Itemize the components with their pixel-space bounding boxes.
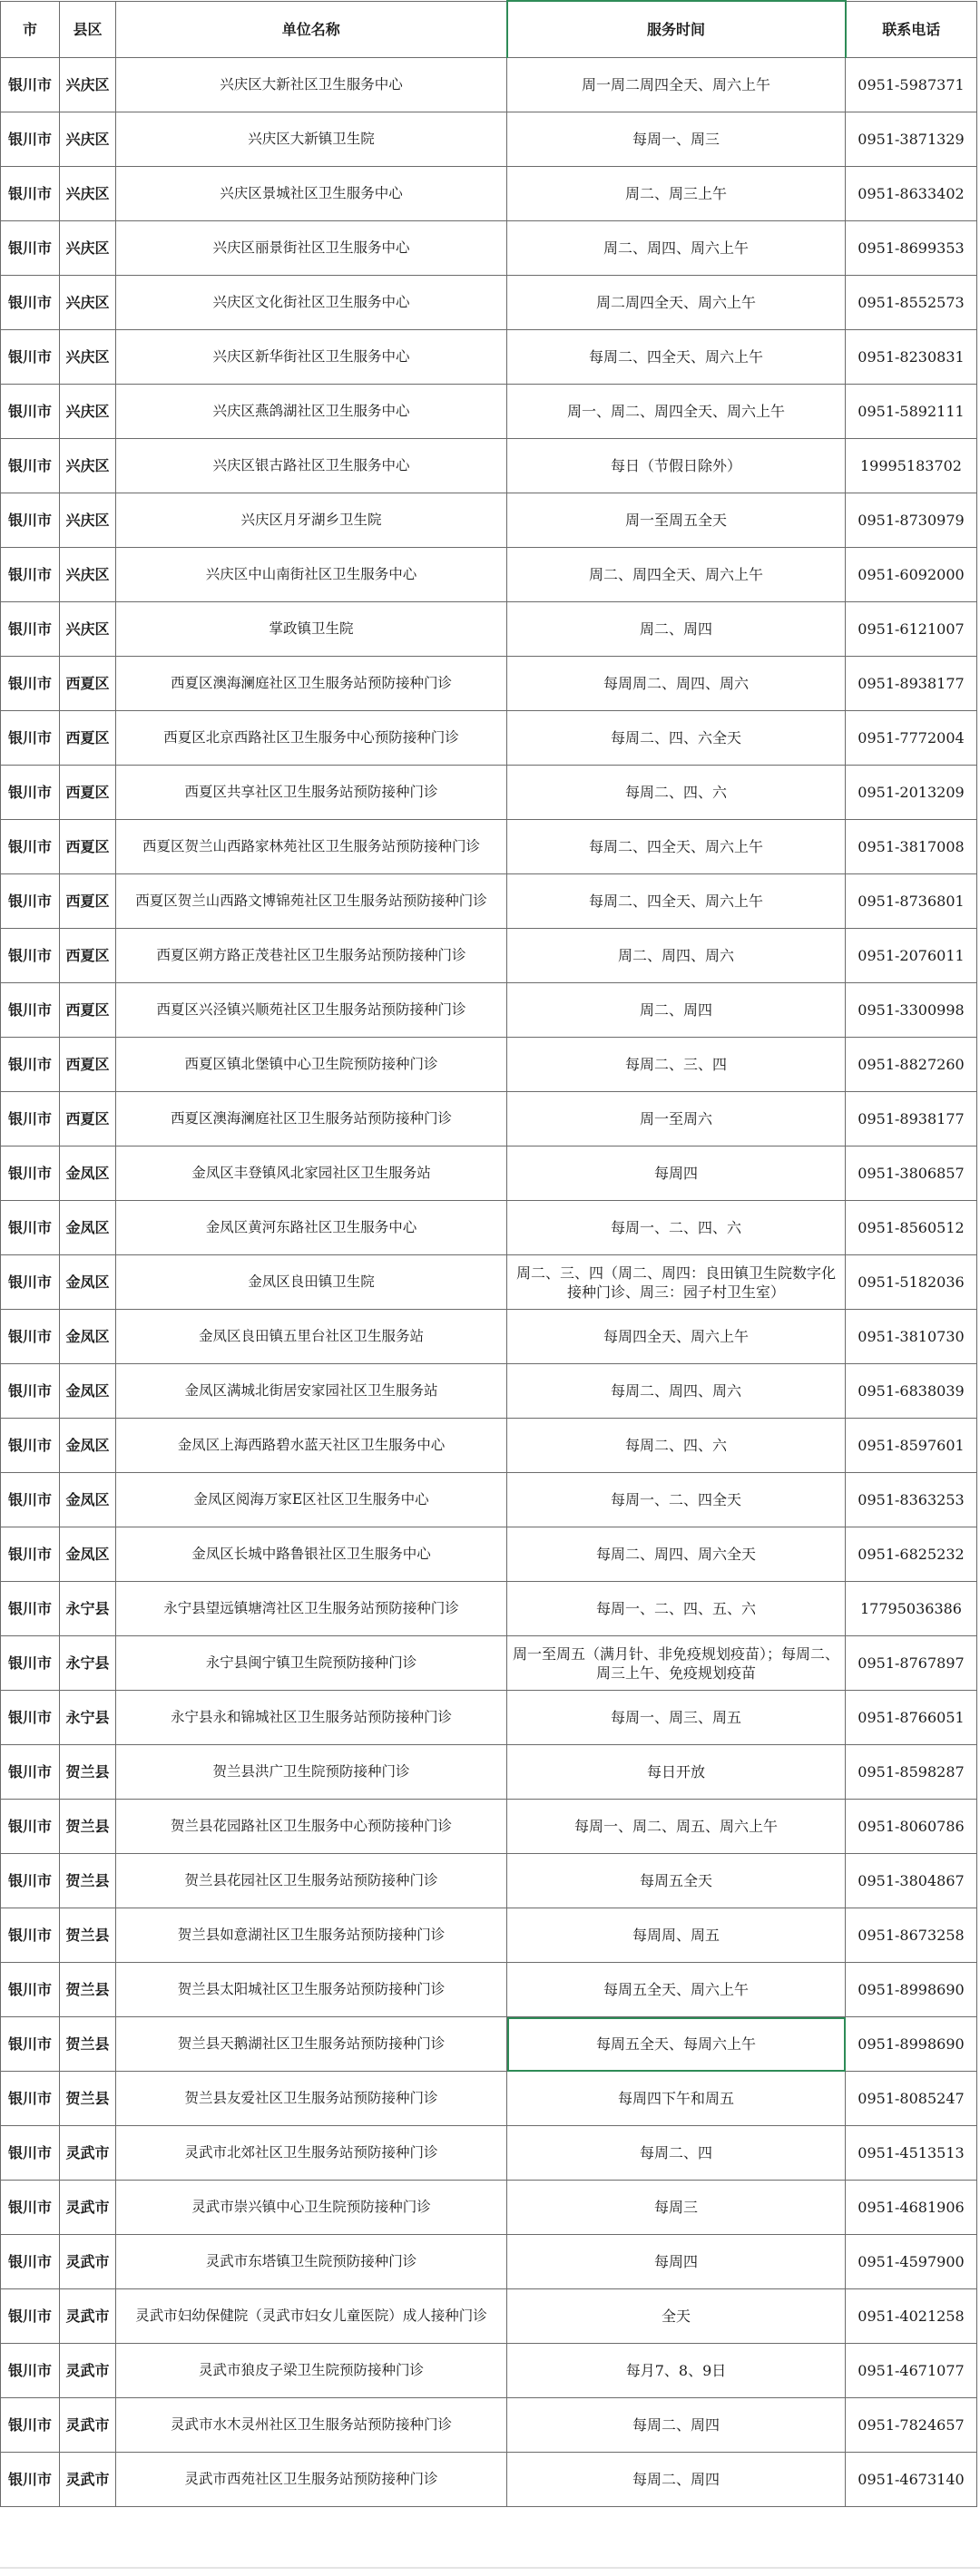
county-cell[interactable]: 灵武市: [60, 2235, 116, 2289]
unit-name-cell[interactable]: 灵武市崇兴镇中心卫生院预防接种门诊: [116, 2181, 507, 2235]
service-time-cell[interactable]: 周一周二周四全天、周六上午: [507, 58, 846, 112]
table-row: [1, 1582, 977, 1636]
table-row: [1, 1255, 977, 1310]
county-cell[interactable]: 灵武市: [60, 2398, 116, 2453]
phone-cell[interactable]: 0951-5987371: [846, 58, 977, 112]
phone-cell[interactable]: 0951-8060786: [846, 1800, 977, 1854]
city-cell[interactable]: 银川市: [1, 1419, 60, 1473]
county-cell[interactable]: 金凤区: [60, 1527, 116, 1582]
unit-name-cell[interactable]: 西夏区镇北堡镇中心卫生院预防接种门诊: [116, 1038, 507, 1092]
service-time-cell[interactable]: 每周四下午和周五: [507, 2072, 846, 2126]
service-time-cell[interactable]: 每周二、四、六: [507, 1419, 846, 1473]
unit-name-cell[interactable]: 兴庆区燕鸽湖社区卫生服务中心: [116, 385, 507, 439]
unit-name-cell[interactable]: 兴庆区大新镇卫生院: [116, 112, 507, 167]
service-time-cell[interactable]: 周二、三、四（周二、周四：良田镇卫生院数字化接种门诊、周三：园子村卫生室）: [507, 1255, 846, 1310]
table-row: [1, 2181, 977, 2235]
city-cell[interactable]: 银川市: [1, 1364, 60, 1419]
phone-cell[interactable]: 0951-8938177: [846, 657, 977, 711]
county-cell[interactable]: 永宁县: [60, 1691, 116, 1745]
city-cell[interactable]: 银川市: [1, 602, 60, 657]
table-row: [1, 874, 977, 929]
table-row: [1, 711, 977, 766]
unit-name-cell[interactable]: 兴庆区大新社区卫生服务中心: [116, 58, 507, 112]
service-time-cell[interactable]: 每周五全天、每周六上午: [507, 2017, 846, 2072]
city-cell[interactable]: 银川市: [1, 548, 60, 602]
unit-name-cell[interactable]: 金凤区黄河东路社区卫生服务中心: [116, 1201, 507, 1255]
county-cell[interactable]: 金凤区: [60, 1310, 116, 1364]
phone-cell[interactable]: 0951-8998690: [846, 2017, 977, 2072]
unit-name-cell[interactable]: 贺兰县如意湖社区卫生服务站预防接种门诊: [116, 1908, 507, 1963]
city-cell[interactable]: 银川市: [1, 983, 60, 1038]
unit-name-cell[interactable]: 兴庆区景城社区卫生服务中心: [116, 167, 507, 221]
county-cell[interactable]: 兴庆区: [60, 439, 116, 493]
service-time-cell[interactable]: 每周四: [507, 2235, 846, 2289]
service-time-cell[interactable]: 周二、周四、周六: [507, 929, 846, 983]
table-row: [1, 1147, 977, 1201]
table-body: [1, 58, 977, 2507]
phone-cell[interactable]: 0951-8673258: [846, 1908, 977, 1963]
county-cell[interactable]: 兴庆区: [60, 112, 116, 167]
phone-cell[interactable]: 0951-8827260: [846, 1038, 977, 1092]
city-cell[interactable]: 银川市: [1, 385, 60, 439]
unit-name-cell[interactable]: 西夏区北京西路社区卫生服务中心预防接种门诊: [116, 711, 507, 766]
table-row: [1, 2453, 977, 2507]
table-row: [1, 548, 977, 602]
service-time-cell[interactable]: 每周一、周二、周五、周六上午: [507, 1800, 846, 1854]
county-cell[interactable]: 贺兰县: [60, 1963, 116, 2017]
unit-name-cell[interactable]: 掌政镇卫生院: [116, 602, 507, 657]
header-phone: 联系电话: [846, 1, 977, 58]
county-cell[interactable]: 金凤区: [60, 1255, 116, 1310]
unit-name-cell[interactable]: 金凤区上海西路碧水蓝天社区卫生服务中心: [116, 1419, 507, 1473]
service-time-cell[interactable]: 每周二、周四: [507, 2453, 846, 2507]
city-cell[interactable]: 银川市: [1, 2181, 60, 2235]
phone-cell[interactable]: 0951-5892111: [846, 385, 977, 439]
city-cell[interactable]: 银川市: [1, 276, 60, 330]
table-row: [1, 1800, 977, 1854]
county-cell[interactable]: 西夏区: [60, 874, 116, 929]
county-cell[interactable]: 灵武市: [60, 2181, 116, 2235]
header-row: [1, 1, 977, 58]
header-county: 县区: [60, 1, 116, 58]
table-row: [1, 330, 977, 385]
phone-cell[interactable]: 0951-3804867: [846, 1854, 977, 1908]
county-cell[interactable]: 灵武市: [60, 2289, 116, 2344]
table-row: [1, 1201, 977, 1255]
unit-name-cell[interactable]: 西夏区澳海澜庭社区卫生服务站预防接种门诊: [116, 1092, 507, 1147]
city-cell[interactable]: 银川市: [1, 330, 60, 385]
county-cell[interactable]: 西夏区: [60, 820, 116, 874]
service-time-cell[interactable]: 每日开放: [507, 1745, 846, 1800]
county-cell[interactable]: 西夏区: [60, 983, 116, 1038]
table-row: [1, 167, 977, 221]
city-cell[interactable]: 银川市: [1, 112, 60, 167]
unit-name-cell[interactable]: 贺兰县太阳城社区卫生服务站预防接种门诊: [116, 1963, 507, 2017]
service-time-cell[interactable]: 周二、周四: [507, 602, 846, 657]
county-cell[interactable]: 金凤区: [60, 1473, 116, 1527]
county-cell[interactable]: 金凤区: [60, 1201, 116, 1255]
phone-cell[interactable]: 0951-4671077: [846, 2344, 977, 2398]
service-time-cell[interactable]: 周一至周五全天: [507, 493, 846, 548]
unit-name-cell[interactable]: 西夏区澳海澜庭社区卫生服务站预防接种门诊: [116, 657, 507, 711]
city-cell[interactable]: 银川市: [1, 1310, 60, 1364]
table-row: [1, 493, 977, 548]
phone-cell[interactable]: 0951-6092000: [846, 548, 977, 602]
service-time-cell[interactable]: 每周五全天: [507, 1854, 846, 1908]
service-time-cell[interactable]: 每周五全天、周六上午: [507, 1963, 846, 2017]
city-cell[interactable]: 银川市: [1, 657, 60, 711]
phone-cell[interactable]: 0951-2076011: [846, 929, 977, 983]
county-cell[interactable]: 西夏区: [60, 657, 116, 711]
table-row: [1, 1092, 977, 1147]
unit-name-cell[interactable]: 贺兰县花园社区卫生服务站预防接种门诊: [116, 1854, 507, 1908]
city-cell[interactable]: 银川市: [1, 1527, 60, 1582]
service-time-cell[interactable]: 每周一、周三: [507, 112, 846, 167]
table-row: [1, 2398, 977, 2453]
city-cell[interactable]: 银川市: [1, 1473, 60, 1527]
phone-cell[interactable]: 0951-5182036: [846, 1255, 977, 1310]
city-cell[interactable]: 银川市: [1, 58, 60, 112]
county-cell[interactable]: 兴庆区: [60, 602, 116, 657]
phone-cell[interactable]: 0951-3817008: [846, 820, 977, 874]
city-cell[interactable]: 银川市: [1, 493, 60, 548]
county-cell[interactable]: 贺兰县: [60, 1908, 116, 1963]
table-row: [1, 983, 977, 1038]
unit-name-cell[interactable]: 贺兰县花园路社区卫生服务中心预防接种门诊: [116, 1800, 507, 1854]
table-row: [1, 1310, 977, 1364]
service-time-cell[interactable]: 每周二、四全天、周六上午: [507, 820, 846, 874]
service-time-cell[interactable]: 每周一、二、四、五、六: [507, 1582, 846, 1636]
service-time-cell[interactable]: 周二、周三上午: [507, 167, 846, 221]
unit-name-cell[interactable]: 贺兰县洪广卫生院预防接种门诊: [116, 1745, 507, 1800]
service-time-cell[interactable]: 每周二、四、六全天: [507, 711, 846, 766]
service-time-cell[interactable]: 周二周四全天、周六上午: [507, 276, 846, 330]
city-cell[interactable]: 银川市: [1, 1908, 60, 1963]
unit-name-cell[interactable]: 金凤区长城中路鲁银社区卫生服务中心: [116, 1527, 507, 1582]
table-row: [1, 657, 977, 711]
table-row: [1, 385, 977, 439]
phone-cell[interactable]: 0951-8598287: [846, 1745, 977, 1800]
phone-cell[interactable]: 0951-8767897: [846, 1636, 977, 1691]
phone-cell[interactable]: 0951-8699353: [846, 221, 977, 276]
unit-name-cell[interactable]: 西夏区贺兰山西路家林苑社区卫生服务站预防接种门诊: [116, 820, 507, 874]
phone-cell[interactable]: 0951-3806857: [846, 1147, 977, 1201]
service-time-cell[interactable]: 每周二、三、四: [507, 1038, 846, 1092]
city-cell[interactable]: 银川市: [1, 1038, 60, 1092]
table-row: [1, 2017, 977, 2072]
unit-name-cell[interactable]: 西夏区朔方路正茂巷社区卫生服务站预防接种门诊: [116, 929, 507, 983]
unit-name-cell[interactable]: 兴庆区银古路社区卫生服务中心: [116, 439, 507, 493]
phone-cell[interactable]: 0951-8766051: [846, 1691, 977, 1745]
city-cell[interactable]: 银川市: [1, 221, 60, 276]
table-row: [1, 1963, 977, 2017]
city-cell[interactable]: 银川市: [1, 1963, 60, 2017]
city-cell[interactable]: 银川市: [1, 1092, 60, 1147]
city-cell[interactable]: 银川市: [1, 439, 60, 493]
service-time-cell[interactable]: 每日（节假日除外）: [507, 439, 846, 493]
phone-cell[interactable]: 0951-8363253: [846, 1473, 977, 1527]
city-cell[interactable]: 银川市: [1, 2453, 60, 2507]
unit-name-cell[interactable]: 西夏区共享社区卫生服务站预防接种门诊: [116, 766, 507, 820]
city-cell[interactable]: 银川市: [1, 1745, 60, 1800]
unit-name-cell[interactable]: 灵武市西苑社区卫生服务站预防接种门诊: [116, 2453, 507, 2507]
service-time-cell[interactable]: 每周一、周三、周五: [507, 1691, 846, 1745]
service-time-cell[interactable]: 周二、周四: [507, 983, 846, 1038]
city-cell[interactable]: 银川市: [1, 711, 60, 766]
service-time-cell[interactable]: 每周二、四全天、周六上午: [507, 330, 846, 385]
unit-name-cell[interactable]: 西夏区兴泾镇兴顺苑社区卫生服务站预防接种门诊: [116, 983, 507, 1038]
table-row: [1, 820, 977, 874]
unit-name-cell[interactable]: 西夏区贺兰山西路文博锦苑社区卫生服务站预防接种门诊: [116, 874, 507, 929]
table-row: [1, 276, 977, 330]
unit-name-cell[interactable]: 金凤区良田镇五里台社区卫生服务站: [116, 1310, 507, 1364]
unit-name-cell[interactable]: 金凤区良田镇卫生院: [116, 1255, 507, 1310]
unit-name-cell[interactable]: 金凤区阅海万家E区社区卫生服务中心: [116, 1473, 507, 1527]
phone-cell[interactable]: 0951-8230831: [846, 330, 977, 385]
phone-cell[interactable]: 0951-3300998: [846, 983, 977, 1038]
county-cell[interactable]: 贺兰县: [60, 2072, 116, 2126]
county-cell[interactable]: 兴庆区: [60, 276, 116, 330]
unit-name-cell[interactable]: 兴庆区中山南街社区卫生服务中心: [116, 548, 507, 602]
city-cell[interactable]: 银川市: [1, 2235, 60, 2289]
county-cell[interactable]: 贺兰县: [60, 1800, 116, 1854]
service-time-cell[interactable]: 周二、周四全天、周六上午: [507, 548, 846, 602]
phone-cell[interactable]: 0951-8597601: [846, 1419, 977, 1473]
table-row: [1, 1908, 977, 1963]
service-time-cell[interactable]: 每周二、四、六: [507, 766, 846, 820]
service-time-cell[interactable]: 每周周、周五: [507, 1908, 846, 1963]
phone-cell[interactable]: 0951-3810730: [846, 1310, 977, 1364]
header-service-time: 服务时间: [507, 1, 846, 58]
service-time-cell[interactable]: 每周二、周四: [507, 2398, 846, 2453]
unit-name-cell[interactable]: 兴庆区月牙湖乡卫生院: [116, 493, 507, 548]
county-cell[interactable]: 西夏区: [60, 766, 116, 820]
unit-name-cell[interactable]: 灵武市北郊社区卫生服务站预防接种门诊: [116, 2126, 507, 2181]
county-cell[interactable]: 贺兰县: [60, 2017, 116, 2072]
city-cell[interactable]: 银川市: [1, 2398, 60, 2453]
county-cell[interactable]: 贺兰县: [60, 1745, 116, 1800]
unit-name-cell[interactable]: 灵武市东塔镇卫生院预防接种门诊: [116, 2235, 507, 2289]
unit-name-cell[interactable]: 永宁县望远镇塘湾社区卫生服务站预防接种门诊: [116, 1582, 507, 1636]
county-cell[interactable]: 兴庆区: [60, 330, 116, 385]
county-cell[interactable]: 灵武市: [60, 2453, 116, 2507]
county-cell[interactable]: 贺兰县: [60, 1854, 116, 1908]
phone-cell[interactable]: 0951-8736801: [846, 874, 977, 929]
phone-cell[interactable]: 19995183702: [846, 439, 977, 493]
phone-cell[interactable]: 0951-8633402: [846, 167, 977, 221]
service-time-cell[interactable]: 每周二、周四、周六全天: [507, 1527, 846, 1582]
unit-name-cell[interactable]: 灵武市狼皮子梁卫生院预防接种门诊: [116, 2344, 507, 2398]
county-cell[interactable]: 兴庆区: [60, 493, 116, 548]
empty-row-divider: [0, 2567, 980, 2569]
unit-name-cell[interactable]: 兴庆区文化街社区卫生服务中心: [116, 276, 507, 330]
unit-name-cell[interactable]: 灵武市水木灵州社区卫生服务站预防接种门诊: [116, 2398, 507, 2453]
table-row: [1, 1473, 977, 1527]
unit-name-cell[interactable]: 金凤区丰登镇风北家园社区卫生服务站: [116, 1147, 507, 1201]
city-cell[interactable]: 银川市: [1, 167, 60, 221]
table-row: [1, 2235, 977, 2289]
county-cell[interactable]: 灵武市: [60, 2344, 116, 2398]
table-row: [1, 112, 977, 167]
table-row: [1, 1854, 977, 1908]
phone-cell[interactable]: 0951-8730979: [846, 493, 977, 548]
phone-cell[interactable]: 0951-7772004: [846, 711, 977, 766]
table-row: [1, 2289, 977, 2344]
county-cell[interactable]: 金凤区: [60, 1147, 116, 1201]
county-cell[interactable]: 灵武市: [60, 2126, 116, 2181]
county-cell[interactable]: 兴庆区: [60, 385, 116, 439]
county-cell[interactable]: 永宁县: [60, 1636, 116, 1691]
city-cell[interactable]: 银川市: [1, 2072, 60, 2126]
county-cell[interactable]: 西夏区: [60, 1092, 116, 1147]
county-cell[interactable]: 西夏区: [60, 1038, 116, 1092]
phone-cell[interactable]: 17795036386: [846, 1582, 977, 1636]
unit-name-cell[interactable]: 永宁县永和锦城社区卫生服务站预防接种门诊: [116, 1691, 507, 1745]
county-cell[interactable]: 西夏区: [60, 929, 116, 983]
city-cell[interactable]: 银川市: [1, 820, 60, 874]
unit-name-cell[interactable]: 贺兰县天鹅湖社区卫生服务站预防接种门诊: [116, 2017, 507, 2072]
city-cell[interactable]: 银川市: [1, 1582, 60, 1636]
table-row: [1, 2072, 977, 2126]
city-cell[interactable]: 银川市: [1, 1147, 60, 1201]
unit-name-cell[interactable]: 贺兰县友爱社区卫生服务站预防接种门诊: [116, 2072, 507, 2126]
unit-name-cell[interactable]: 永宁县闽宁镇卫生院预防接种门诊: [116, 1636, 507, 1691]
service-time-cell[interactable]: 周二、周四、周六上午: [507, 221, 846, 276]
unit-name-cell[interactable]: 兴庆区新华街社区卫生服务中心: [116, 330, 507, 385]
county-cell[interactable]: 金凤区: [60, 1364, 116, 1419]
service-time-cell[interactable]: 每周周二、周四、周六: [507, 657, 846, 711]
service-time-cell[interactable]: 每周二、四: [507, 2126, 846, 2181]
city-cell[interactable]: 银川市: [1, 1636, 60, 1691]
phone-cell[interactable]: 0951-8085247: [846, 2072, 977, 2126]
table-row: [1, 602, 977, 657]
phone-cell[interactable]: 0951-8552573: [846, 276, 977, 330]
service-time-cell[interactable]: 每周四全天、周六上午: [507, 1310, 846, 1364]
service-time-cell[interactable]: 每周一、二、四、六: [507, 1201, 846, 1255]
city-cell[interactable]: 银川市: [1, 766, 60, 820]
phone-cell[interactable]: 0951-4021258: [846, 2289, 977, 2344]
service-time-cell[interactable]: 每周四: [507, 1147, 846, 1201]
table-row: [1, 221, 977, 276]
unit-name-cell[interactable]: 兴庆区丽景街社区卫生服务中心: [116, 221, 507, 276]
phone-cell[interactable]: 0951-4681906: [846, 2181, 977, 2235]
service-time-cell[interactable]: 周一至周六: [507, 1092, 846, 1147]
table-row: [1, 2126, 977, 2181]
city-cell[interactable]: 银川市: [1, 1201, 60, 1255]
phone-cell[interactable]: 0951-8560512: [846, 1201, 977, 1255]
table-row: [1, 1691, 977, 1745]
city-cell[interactable]: 银川市: [1, 929, 60, 983]
header-city: 市: [1, 1, 60, 58]
city-cell[interactable]: 银川市: [1, 1854, 60, 1908]
city-cell[interactable]: 银川市: [1, 2344, 60, 2398]
county-cell[interactable]: 兴庆区: [60, 221, 116, 276]
phone-cell[interactable]: 0951-6838039: [846, 1364, 977, 1419]
table-row: [1, 1527, 977, 1582]
unit-name-cell[interactable]: 灵武市妇幼保健院（灵武市妇女儿童医院）成人接种门诊: [116, 2289, 507, 2344]
service-time-cell[interactable]: 全天: [507, 2289, 846, 2344]
table-row: [1, 58, 977, 112]
county-cell[interactable]: 永宁县: [60, 1582, 116, 1636]
service-time-cell[interactable]: 周一至周五（满月针、非免疫规划疫苗）；每周二、周三上午、免疫规划疫苗: [507, 1636, 846, 1691]
service-time-cell[interactable]: 周一、周二、周四全天、周六上午: [507, 385, 846, 439]
phone-cell[interactable]: 0951-4513513: [846, 2126, 977, 2181]
phone-cell[interactable]: 0951-6825232: [846, 1527, 977, 1582]
service-time-cell[interactable]: 每周一、二、四全天: [507, 1473, 846, 1527]
table-row: [1, 439, 977, 493]
table-row: [1, 929, 977, 983]
service-time-cell[interactable]: 每周二、四全天、周六上午: [507, 874, 846, 929]
phone-cell[interactable]: 0951-3871329: [846, 112, 977, 167]
phone-cell[interactable]: 0951-2013209: [846, 766, 977, 820]
phone-cell[interactable]: 0951-4597900: [846, 2235, 977, 2289]
city-cell[interactable]: 银川市: [1, 2017, 60, 2072]
county-cell[interactable]: 金凤区: [60, 1419, 116, 1473]
city-cell[interactable]: 银川市: [1, 1800, 60, 1854]
service-time-cell[interactable]: 每月7、8、9日: [507, 2344, 846, 2398]
county-cell[interactable]: 兴庆区: [60, 548, 116, 602]
table-row: [1, 1419, 977, 1473]
city-cell[interactable]: 银川市: [1, 2289, 60, 2344]
county-cell[interactable]: 西夏区: [60, 711, 116, 766]
phone-cell[interactable]: 0951-7824657: [846, 2398, 977, 2453]
phone-cell[interactable]: 0951-8998690: [846, 1963, 977, 2017]
city-cell[interactable]: 银川市: [1, 2126, 60, 2181]
city-cell[interactable]: 银川市: [1, 874, 60, 929]
service-time-cell[interactable]: 每周二、周四、周六: [507, 1364, 846, 1419]
table-row: [1, 1364, 977, 1419]
county-cell[interactable]: 兴庆区: [60, 58, 116, 112]
service-time-cell[interactable]: 每周三: [507, 2181, 846, 2235]
unit-name-cell[interactable]: 金凤区满城北街居安家园社区卫生服务站: [116, 1364, 507, 1419]
table-row: [1, 766, 977, 820]
table-row: [1, 1636, 977, 1691]
city-cell[interactable]: 银川市: [1, 1691, 60, 1745]
city-cell[interactable]: 银川市: [1, 1255, 60, 1310]
phone-cell[interactable]: 0951-8938177: [846, 1092, 977, 1147]
county-cell[interactable]: 兴庆区: [60, 167, 116, 221]
phone-cell[interactable]: 0951-4673140: [846, 2453, 977, 2507]
header-unit-name: 单位名称: [116, 1, 507, 58]
phone-cell[interactable]: 0951-6121007: [846, 602, 977, 657]
table-row: [1, 1745, 977, 1800]
table-row: [1, 2344, 977, 2398]
table-row: [1, 1038, 977, 1092]
